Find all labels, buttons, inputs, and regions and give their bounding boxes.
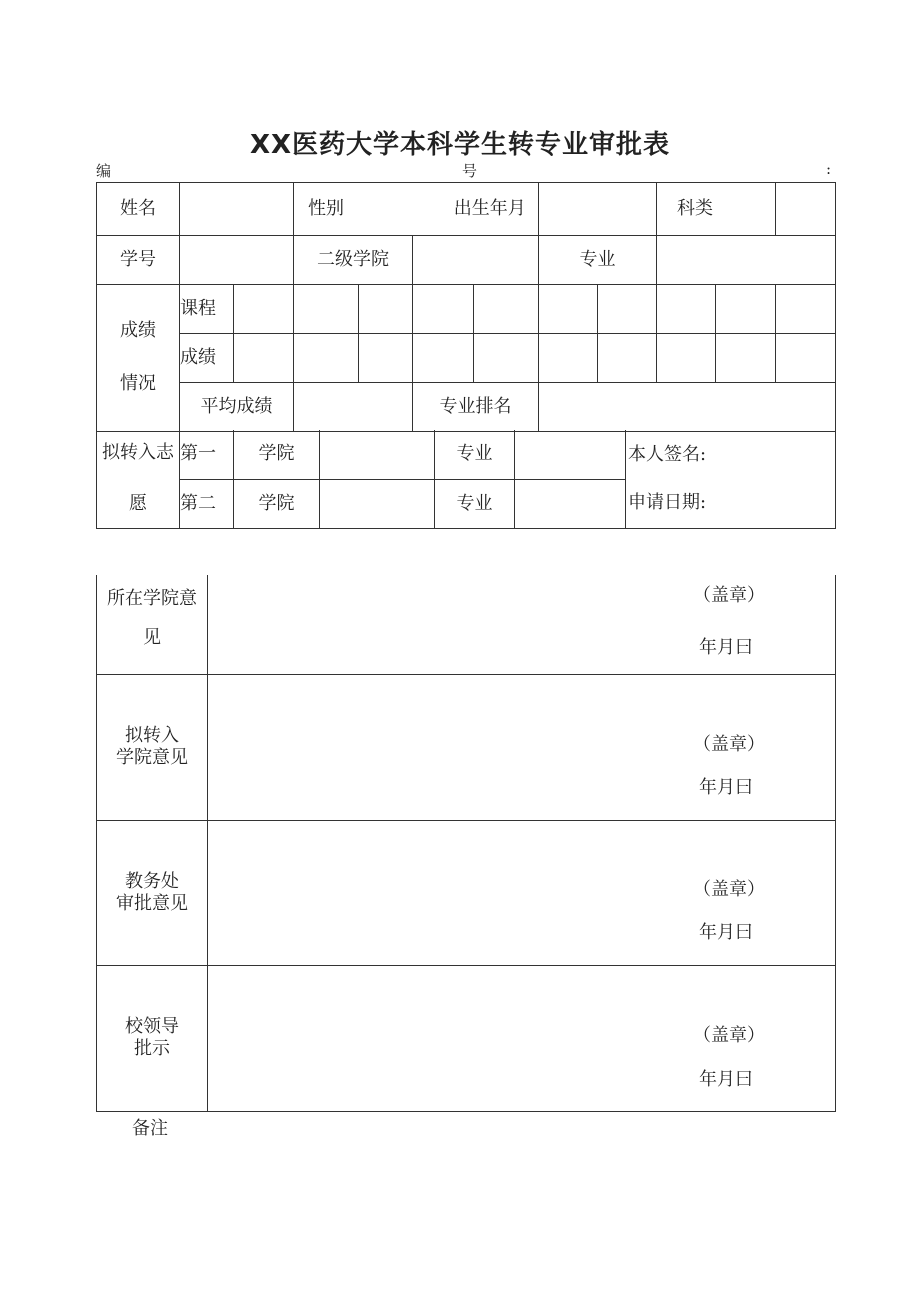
first-major-field[interactable] (515, 430, 626, 479)
approval-label (97, 674, 208, 820)
major-field[interactable] (657, 236, 836, 285)
course-label: 课程 (180, 285, 234, 334)
student-id-field[interactable] (180, 236, 294, 285)
approval-opinion-field[interactable] (208, 965, 836, 1111)
birth-field[interactable] (539, 183, 657, 236)
college-field[interactable] (413, 236, 539, 285)
first-college-label: 学院 (234, 430, 320, 479)
course-cell[interactable] (539, 285, 598, 334)
second-college-label: 学院 (234, 479, 320, 528)
score-cell[interactable] (598, 334, 657, 383)
wish-label (97, 430, 180, 528)
approval-label-line1: 校领导 (125, 1016, 179, 1038)
approval-label-line2: 见 (143, 626, 161, 648)
approval-label-line2: 批示 (134, 1038, 170, 1059)
course-cell[interactable] (776, 285, 836, 334)
approval-date-label: 年月曰 (699, 776, 753, 798)
name-label: 姓名 (97, 183, 180, 236)
serial-label-3: : (826, 160, 832, 178)
applicant-info-table (96, 182, 836, 432)
seal-label: （盖章） (693, 733, 765, 755)
signature-label: 本人签名: (626, 430, 836, 479)
category-label: 科类 (657, 183, 776, 236)
category-field[interactable] (776, 183, 836, 236)
score-cell[interactable] (234, 334, 294, 383)
average-label: 平均成绩 (180, 383, 294, 432)
approval-date-label: 年月曰 (699, 637, 753, 658)
apply-date-label: 申请日期: (626, 479, 836, 528)
score-cell[interactable] (716, 334, 776, 383)
score-label: 成绩 (180, 334, 234, 383)
approval-label-line2: 学院意见 (116, 747, 188, 768)
approval-label-line2: 审批意见 (116, 892, 188, 914)
seal-label: （盖章） (693, 1024, 765, 1046)
approval-date-label: 年月曰 (699, 921, 753, 943)
second-major-field[interactable] (515, 479, 626, 528)
score-cell[interactable] (359, 334, 413, 383)
course-cell[interactable] (474, 285, 539, 334)
remark-label: 备注 (132, 1118, 168, 1139)
wish-label-bottom: 愿 (129, 492, 147, 514)
serial-label-2: 号 (462, 162, 478, 180)
approval-opinion-field[interactable] (208, 674, 836, 820)
course-cell[interactable] (657, 285, 716, 334)
college-label: 二级学院 (294, 236, 413, 285)
approval-table (96, 575, 836, 1112)
approval-label (97, 965, 208, 1111)
gender-label: 性别 (308, 198, 344, 220)
first-college-field[interactable] (320, 430, 435, 479)
approval-label-line1: 所在学院意 (107, 588, 197, 609)
serial-label-1: 编 (96, 162, 112, 180)
approval-label (97, 820, 208, 965)
seal-label: （盖章） (693, 585, 765, 606)
student-id-label: 学号 (97, 236, 180, 285)
course-cell[interactable] (598, 285, 657, 334)
first-choice-label: 第一 (180, 430, 234, 479)
transfer-wish-table (96, 430, 836, 529)
second-choice-label: 第二 (180, 479, 234, 528)
approval-label (97, 575, 208, 674)
approval-opinion-field[interactable] (208, 575, 836, 674)
approval-opinion-field[interactable] (208, 820, 836, 965)
first-major-label: 专业 (435, 430, 515, 479)
birth-label: 出生年月 (453, 198, 526, 220)
approval-label-line1: 拟转入 (125, 725, 179, 747)
score-cell[interactable] (776, 334, 836, 383)
score-cell[interactable] (413, 334, 474, 383)
name-field[interactable] (180, 183, 294, 236)
seal-label: （盖章） (693, 878, 765, 900)
score-cell[interactable] (657, 334, 716, 383)
rank-field[interactable] (539, 383, 836, 432)
grades-label (97, 285, 180, 432)
wish-label-top: 拟转入志 (102, 441, 174, 463)
grades-label-top: 成绩 (120, 320, 156, 342)
course-cell[interactable] (716, 285, 776, 334)
score-cell[interactable] (474, 334, 539, 383)
score-cell[interactable] (539, 334, 598, 383)
course-cell[interactable] (294, 285, 359, 334)
score-cell[interactable] (294, 334, 359, 383)
course-cell[interactable] (359, 285, 413, 334)
major-label: 专业 (539, 236, 657, 285)
course-cell[interactable] (413, 285, 474, 334)
grades-label-bottom: 情况 (120, 373, 156, 394)
rank-label: 专业排名 (413, 383, 539, 432)
form-title: XX医药大学本科学生转专业审批表 (249, 130, 671, 160)
approval-date-label: 年月曰 (699, 1068, 753, 1090)
course-cell[interactable] (234, 285, 294, 334)
second-college-field[interactable] (320, 479, 435, 528)
average-field[interactable] (294, 383, 413, 432)
approval-label-line1: 教务处 (125, 870, 179, 892)
gender-birth-cell (294, 183, 539, 236)
second-major-label: 专业 (435, 479, 515, 528)
